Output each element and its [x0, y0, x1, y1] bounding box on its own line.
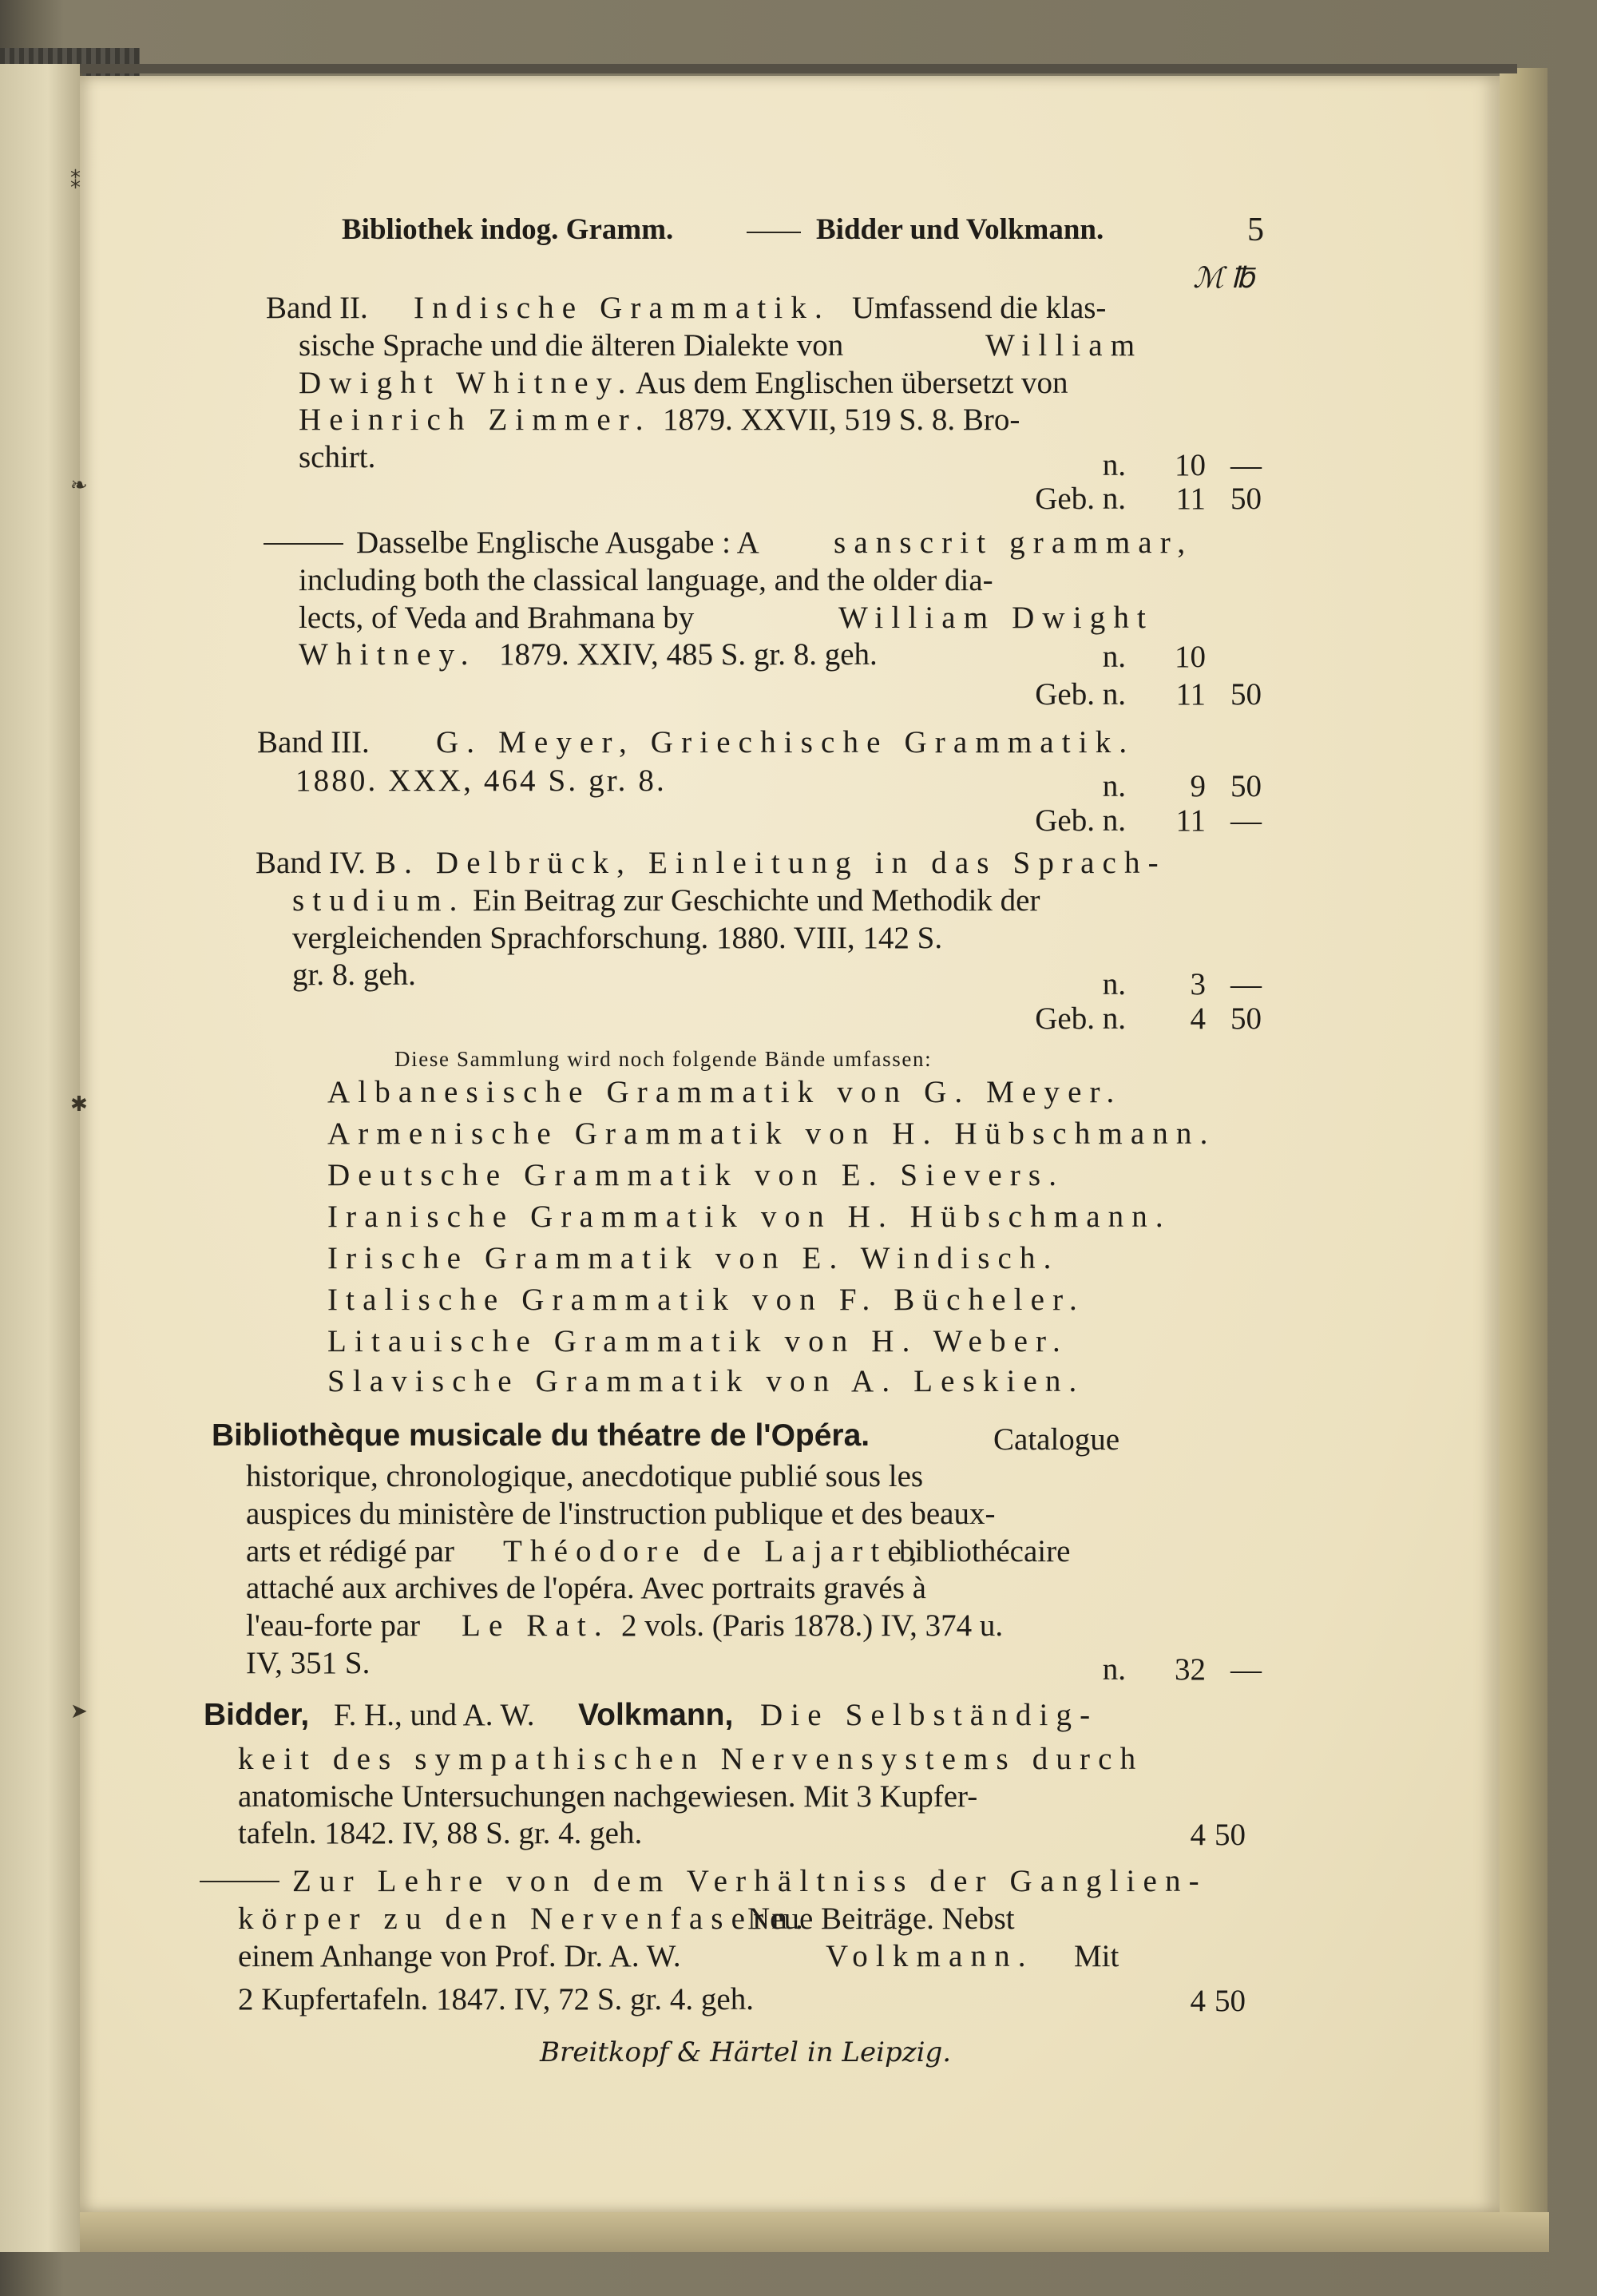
margin-mark: ✱ [70, 1092, 88, 1116]
entry-text: bibliothécaire [899, 1534, 1071, 1568]
price-mark: 11 [1175, 803, 1206, 838]
entry-title: G. Meyer, Griechische Grammatik. [436, 725, 1135, 759]
entry-text: lects, of Veda and Brahmana by [299, 601, 695, 635]
page-stack-bottom-edge [80, 2212, 1549, 2252]
entry-author: Whitney. [299, 637, 477, 672]
planned-volume: Slavische Grammatik von A. Leskien. [327, 1364, 1085, 1398]
entry-text: 1879. XXIV, 485 S. gr. 8. geh. [499, 637, 878, 672]
page-stack-right-edge [1500, 68, 1547, 2224]
entry-author: Théodore de Lajarte, [503, 1534, 925, 1568]
ditto-rule [200, 1881, 279, 1882]
price-net: n. [1102, 1652, 1126, 1687]
entry-title: B. Delbrück, Einleitung in das Sprach- [375, 846, 1167, 880]
price-pf: 50 [1230, 769, 1262, 803]
entry-author: Volkmann. [826, 1939, 1034, 1973]
entry-text: including both the classical language, and the older dia- [299, 563, 993, 597]
currency-marks: ℳ ℔ [1193, 262, 1254, 294]
entry-text: Aus dem Englischen übersetzt von [636, 366, 1068, 400]
price-net: n. [1102, 640, 1126, 674]
entry-label: Band IV. [256, 846, 366, 880]
price-pf: — [1230, 803, 1262, 838]
margin-mark: ❧ [70, 474, 88, 498]
entry-title: sanscrit grammar, [834, 525, 1194, 560]
price-mark: 9 [1190, 769, 1206, 803]
planned-volume: Irische Grammatik von E. Windisch. [327, 1241, 1060, 1275]
entry-author: Heinrich Zimmer. [299, 402, 652, 437]
entry-title: keit des sympathischen Nervensystems durch [238, 1742, 1144, 1776]
entry-heading: Bibliothèque musicale du théatre de l'Opéra. [212, 1418, 870, 1453]
running-header-left: Bibliothek indog. Gramm. [342, 213, 674, 246]
entry-text: sische Sprache und die älteren Dialekte von [299, 328, 844, 363]
price-pf: 50 [1230, 677, 1262, 712]
entry-title: körper zu den Nervenfasern. [238, 1901, 811, 1936]
entry-author: Le Rat. [462, 1608, 610, 1643]
entry-text: l'eau-forte par [246, 1608, 421, 1643]
planned-volume: Litauische Grammatik von H. Weber. [327, 1324, 1068, 1358]
price-mark: 4 [1190, 1984, 1206, 2018]
planned-volume: Albanesische Grammatik von G. Meyer. [327, 1075, 1123, 1109]
price-pf: 50 [1215, 1818, 1246, 1852]
price-net: n. [1102, 448, 1126, 482]
price-net: n. [1102, 769, 1126, 803]
entry-title: Zur Lehre von dem Verhältniss der Ganglien- [292, 1864, 1207, 1898]
entry-text: anatomische Untersuchungen nachgewiesen. Mit 3 Kupfer- [238, 1779, 978, 1814]
price-pf: — [1230, 1652, 1262, 1687]
page-number: 5 [1247, 212, 1264, 248]
entry-text: 2 vols. (Paris 1878.) IV, 374 u. [621, 1608, 1004, 1643]
price-bound: Geb. n. [1035, 677, 1126, 712]
entry-text: IV, 351 S. [246, 1646, 371, 1680]
price-bound: Geb. n. [1035, 1001, 1126, 1036]
planned-volume: Deutsche Grammatik von E. Sievers. [327, 1158, 1065, 1192]
entry-text: Dasselbe Englische Ausgabe : A [356, 525, 759, 560]
price-mark: 10 [1175, 640, 1206, 674]
entry-text: einem Anhange von Prof. Dr. A. W. [238, 1939, 681, 1973]
top-board-edge [80, 64, 1517, 73]
price-mark: 3 [1190, 967, 1206, 1001]
price-net: n. [1102, 967, 1126, 1001]
entry-title: studium. [292, 883, 466, 918]
entry-author: Dwight Whitney. [299, 366, 634, 400]
price-pf: — [1230, 448, 1262, 482]
margin-mark: ➤ [70, 1699, 88, 1723]
entry-text: Mit [1074, 1939, 1119, 1973]
entry-text: arts et rédigé par [246, 1534, 454, 1568]
running-header-right: Bidder und Volkmann. [816, 213, 1104, 246]
entry-text: tafeln. 1842. IV, 88 S. gr. 4. geh. [238, 1816, 643, 1850]
entry-label: Band II. [266, 291, 368, 325]
price-pf: — [1230, 967, 1262, 1001]
entry-label: Band III. [257, 725, 370, 759]
entry-text: Umfassend die klas- [852, 291, 1107, 325]
entry-text: vergleichenden Sprachforschung. 1880. VIII, 142 S. [292, 921, 943, 955]
price-mark: 11 [1175, 482, 1206, 516]
entry-text: 2 Kupfertafeln. 1847. IV, 72 S. gr. 4. geh. [238, 1982, 754, 2016]
entry-text: schirt. [299, 440, 376, 474]
entry-text: F. H., und A. W. [334, 1698, 535, 1732]
entry-text: Catalogue [993, 1422, 1120, 1457]
entry-author: William [985, 328, 1143, 363]
entry-text: auspices du ministère de l'instruction publique et des beaux- [246, 1497, 996, 1531]
price-pf: 50 [1230, 482, 1262, 516]
entry-text: historique, chronologique, anecdotique publié sous les [246, 1459, 924, 1493]
price-bound: Geb. n. [1035, 803, 1126, 838]
entry-title: Indische Grammatik. [414, 291, 830, 325]
price-pf: 50 [1230, 1001, 1262, 1036]
price-pf: 50 [1215, 1984, 1246, 2018]
series-intro: Diese Sammlung wird noch folgende Bände umfassen: [394, 1047, 933, 1071]
price-mark: 10 [1175, 448, 1206, 482]
planned-volume: Italische Grammatik von F. Bücheler. [327, 1283, 1085, 1317]
entry-text: 1880. XXX, 464 S. gr. 8. [295, 763, 667, 798]
price-bound: Geb. n. [1035, 482, 1126, 516]
price-mark: 4 [1190, 1818, 1206, 1852]
entry-text: 1879. XXVII, 519 S. 8. Bro- [663, 402, 1020, 437]
planned-volume: Iranische Grammatik von H. Hübschmann. [327, 1200, 1171, 1234]
planned-volume: Armenische Grammatik von H. Hübschmann. [327, 1116, 1216, 1151]
ditto-rule [264, 543, 343, 545]
entry-text: gr. 8. geh. [292, 958, 416, 992]
entry-heading: Volkmann, [578, 1698, 734, 1732]
price-mark: 4 [1190, 1001, 1206, 1036]
previous-page-edge [0, 64, 82, 2252]
entry-heading: Bidder, [204, 1698, 310, 1732]
entry-text: Ein Beitrag zur Geschichte und Methodik der [473, 883, 1040, 918]
entry-author: William Dwight [838, 601, 1154, 635]
price-mark: 32 [1175, 1652, 1206, 1687]
entry-text: Neue Beiträge. Nebst [747, 1901, 1015, 1936]
publisher-footer: Breitkopf & Härtel in Leipzig. [540, 2036, 952, 2068]
price-mark: 11 [1175, 677, 1206, 712]
header-dash [747, 232, 801, 233]
entry-title: Die Selbständig- [760, 1698, 1099, 1732]
margin-mark: ⁑ [70, 170, 81, 194]
entry-text: attaché aux archives de l'opéra. Avec portraits gravés à [246, 1571, 926, 1605]
